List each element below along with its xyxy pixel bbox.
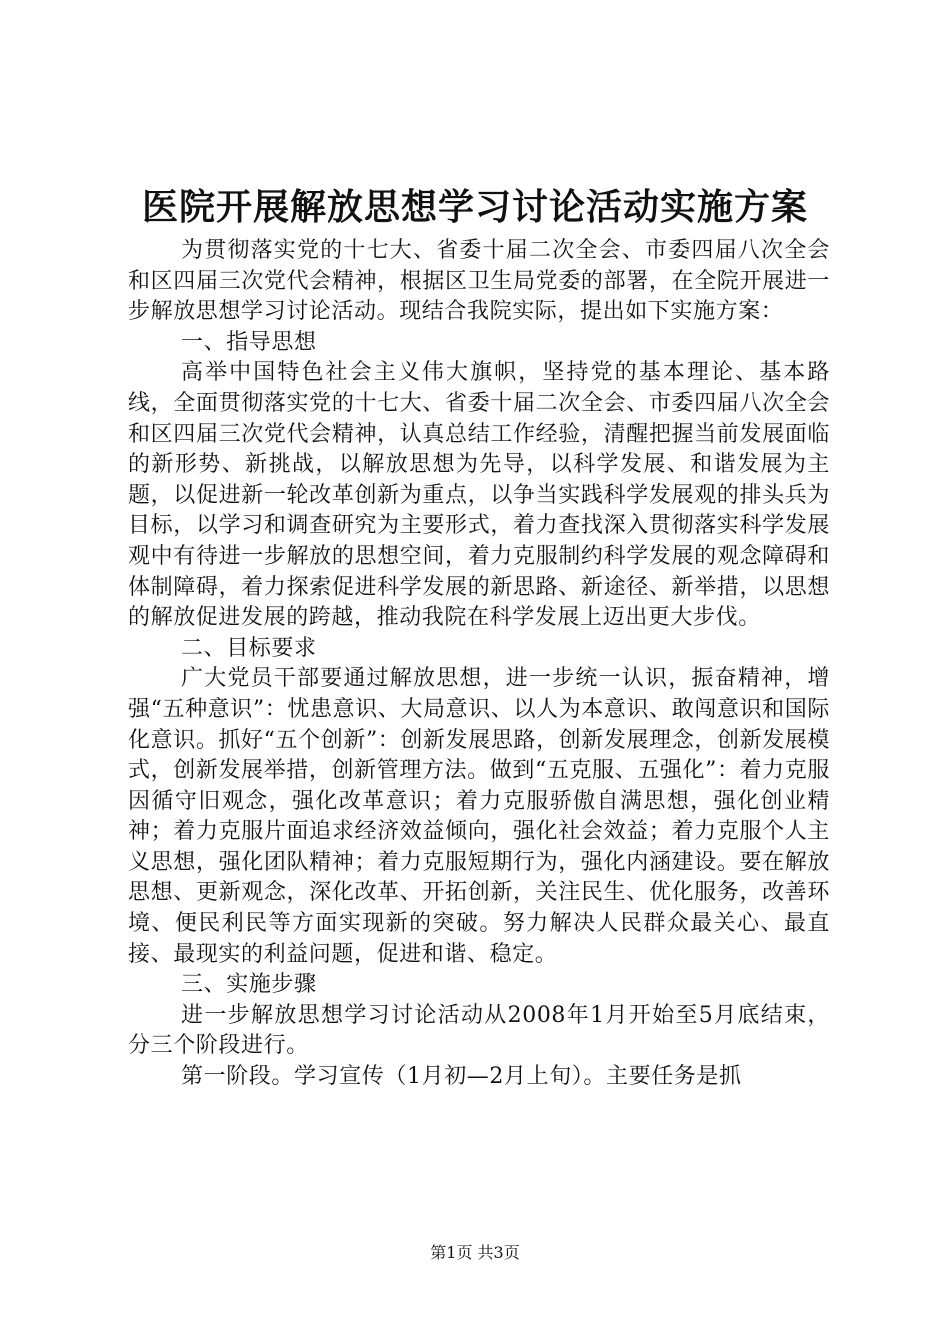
section-heading-guiding-ideology: 一、指导思想 bbox=[181, 329, 317, 355]
document-body bbox=[128, 236, 830, 1093]
section-heading-implementation-steps: 三、实施步骤 bbox=[181, 972, 317, 998]
intro-paragraph: 为贯彻落实党的十七大、省委十届二次全会、市委四届八次全会和区四届三次党代会精神，根据区卫生局党委的部署，在全院开展进一步解放思想学习讨论活动。现结合我院实际，提出如下实施方案： bbox=[128, 238, 830, 325]
goals-paragraph: 广大党员干部要通过解放思想，进一步统一认识，振奋精神，增强“五种意识”：忧患意识、大局意识、以人为本意识、敢闯意识和国际化意识。抓好“五个创新”：创新发展思路，创新发展理念，创新发展模式，创新发展举措，创新管理方法。做到“五克服、五强化”：着力克服因循守旧观念，强化改革意识；着力克服骄傲自满思想，强化创业精神；着力克服片面追求经济效益倾向，强化社会效益；着力克服个人主义思想，强化团队精神；着力克服短期行为，强化内涵建设。要在解放思想、更新观念，深化改革、开拓创新，关注民生、优化服务，改善环境、便民利民等方面实现新的突破。努力解决人民群众最关心、最直接、最现实的利益问题，促进和谐、稳定。 bbox=[128, 666, 830, 967]
section-heading-goals: 二、目标要求 bbox=[181, 635, 317, 661]
stage-one-paragraph: 第一阶段。学习宣传（1月初—2月上旬）。主要任务是抓 bbox=[181, 1064, 742, 1090]
document-title: 医院开展解放思想学习讨论活动实施方案 bbox=[141, 186, 808, 228]
page-footer: 第1页 共3页 bbox=[430, 1243, 520, 1262]
implementation-overview-paragraph: 进一步解放思想学习讨论活动从2008年1月开始至5月底结束，分三个阶段进行。 bbox=[128, 1002, 830, 1059]
guiding-ideology-paragraph: 高举中国特色社会主义伟大旗帜，坚持党的基本理论、基本路线，全面贯彻落实党的十七大、省委十届二次全会、市委四届八次全会和区四届三次党代会精神，认真总结工作经验，清醒把握当前发展面临的新形势、新挑战，以解放思想为先导，以科学发展、和谐发展为主题，以促进新一轮改革创新为重点，以争当实践科学发展观的排头兵为目标，以学习和调查研究为主要形式，着力查找深入贯彻落实科学发展观中有待进一步解放的思想空间，着力克服制约科学发展的观念障碍和体制障碍，着力探索促进科学发展的新思路、新途径、新举措，以思想的解放促进发展的跨越，推动我院在科学发展上迈出更大步伐。 bbox=[128, 360, 830, 631]
